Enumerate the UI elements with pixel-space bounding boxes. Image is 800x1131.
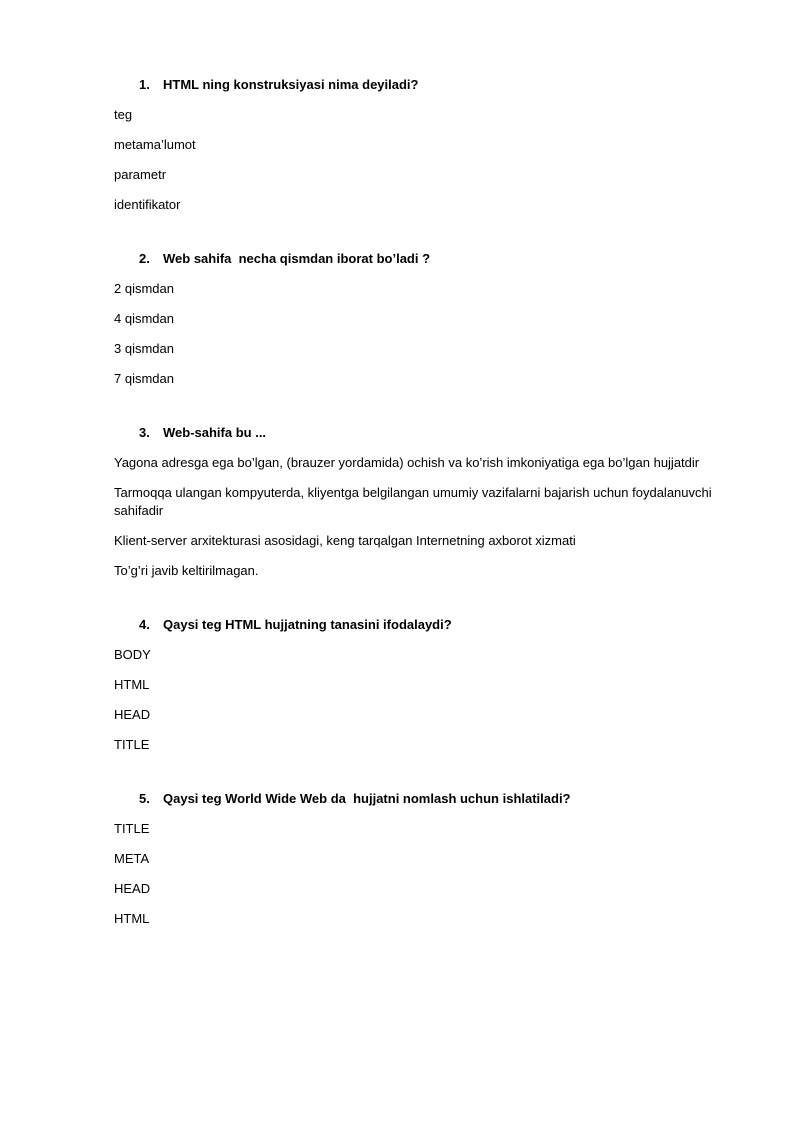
- question-heading: [114, 424, 754, 442]
- question-number: 5.: [139, 791, 150, 806]
- question-text: Qaysi teg HTML hujjatning tanasini ifodalaydi?: [163, 617, 452, 632]
- answer-option: metama’lumot: [114, 137, 196, 152]
- answer-option: parametr: [114, 167, 167, 182]
- question-block-2: [114, 250, 754, 388]
- answer-option: Yagona adresga ega bo’lgan, (brauzer yordamida) ochish va ko’rish imkoniyatiga ega bo’lgan hujjatdir: [114, 455, 700, 470]
- question-number: 3.: [139, 425, 150, 440]
- question-number: 4.: [139, 617, 150, 632]
- answer-option: HEAD: [114, 881, 151, 896]
- answer-option: 3 qismdan: [114, 341, 174, 356]
- answer-option: 2 qismdan: [114, 281, 174, 296]
- question-heading: [114, 76, 754, 94]
- quiz-content: [114, 76, 754, 964]
- question-number: 1.: [139, 77, 150, 92]
- question-text: HTML ning konstruksiyasi nima deyiladi?: [163, 77, 419, 92]
- answer-option: Tarmoqqa ulangan kompyuterda, kliyentga belgilangan umumiy vazifalarni bajarish uchun foydalanuvchi sahifadir: [114, 485, 716, 518]
- answer-option: 7 qismdan: [114, 371, 174, 386]
- answer-option: HEAD: [114, 707, 151, 722]
- question-heading: [114, 616, 754, 634]
- answer-option: HTML: [114, 911, 150, 926]
- question-number: 2.: [139, 251, 150, 266]
- answer-option: HTML: [114, 677, 150, 692]
- answer-option: identifikator: [114, 197, 181, 212]
- question-block-3: [114, 424, 754, 580]
- question-heading: [114, 250, 754, 268]
- answer-option: BODY: [114, 647, 151, 662]
- question-text: Web sahifa necha qismdan iborat bo’ladi ?: [163, 251, 431, 266]
- answer-option: TITLE: [114, 737, 150, 752]
- question-block-5: [114, 790, 754, 928]
- question-text: Web-sahifa bu ...: [163, 425, 267, 440]
- question-heading: [114, 790, 754, 808]
- answer-option: teg: [114, 107, 133, 122]
- question-block-4: [114, 616, 754, 754]
- answer-option: To’g’ri javib keltirilmagan.: [114, 563, 259, 578]
- answer-option: TITLE: [114, 821, 150, 836]
- question-block-1: [114, 76, 754, 214]
- answer-option: 4 qismdan: [114, 311, 174, 326]
- answer-option: Klient-server arxitekturasi asosidagi, keng tarqalgan Internetning axborot xizmati: [114, 533, 576, 548]
- question-text: Qaysi teg World Wide Web da hujjatni nomlash uchun ishlatiladi?: [163, 791, 571, 806]
- answer-option: META: [114, 851, 150, 866]
